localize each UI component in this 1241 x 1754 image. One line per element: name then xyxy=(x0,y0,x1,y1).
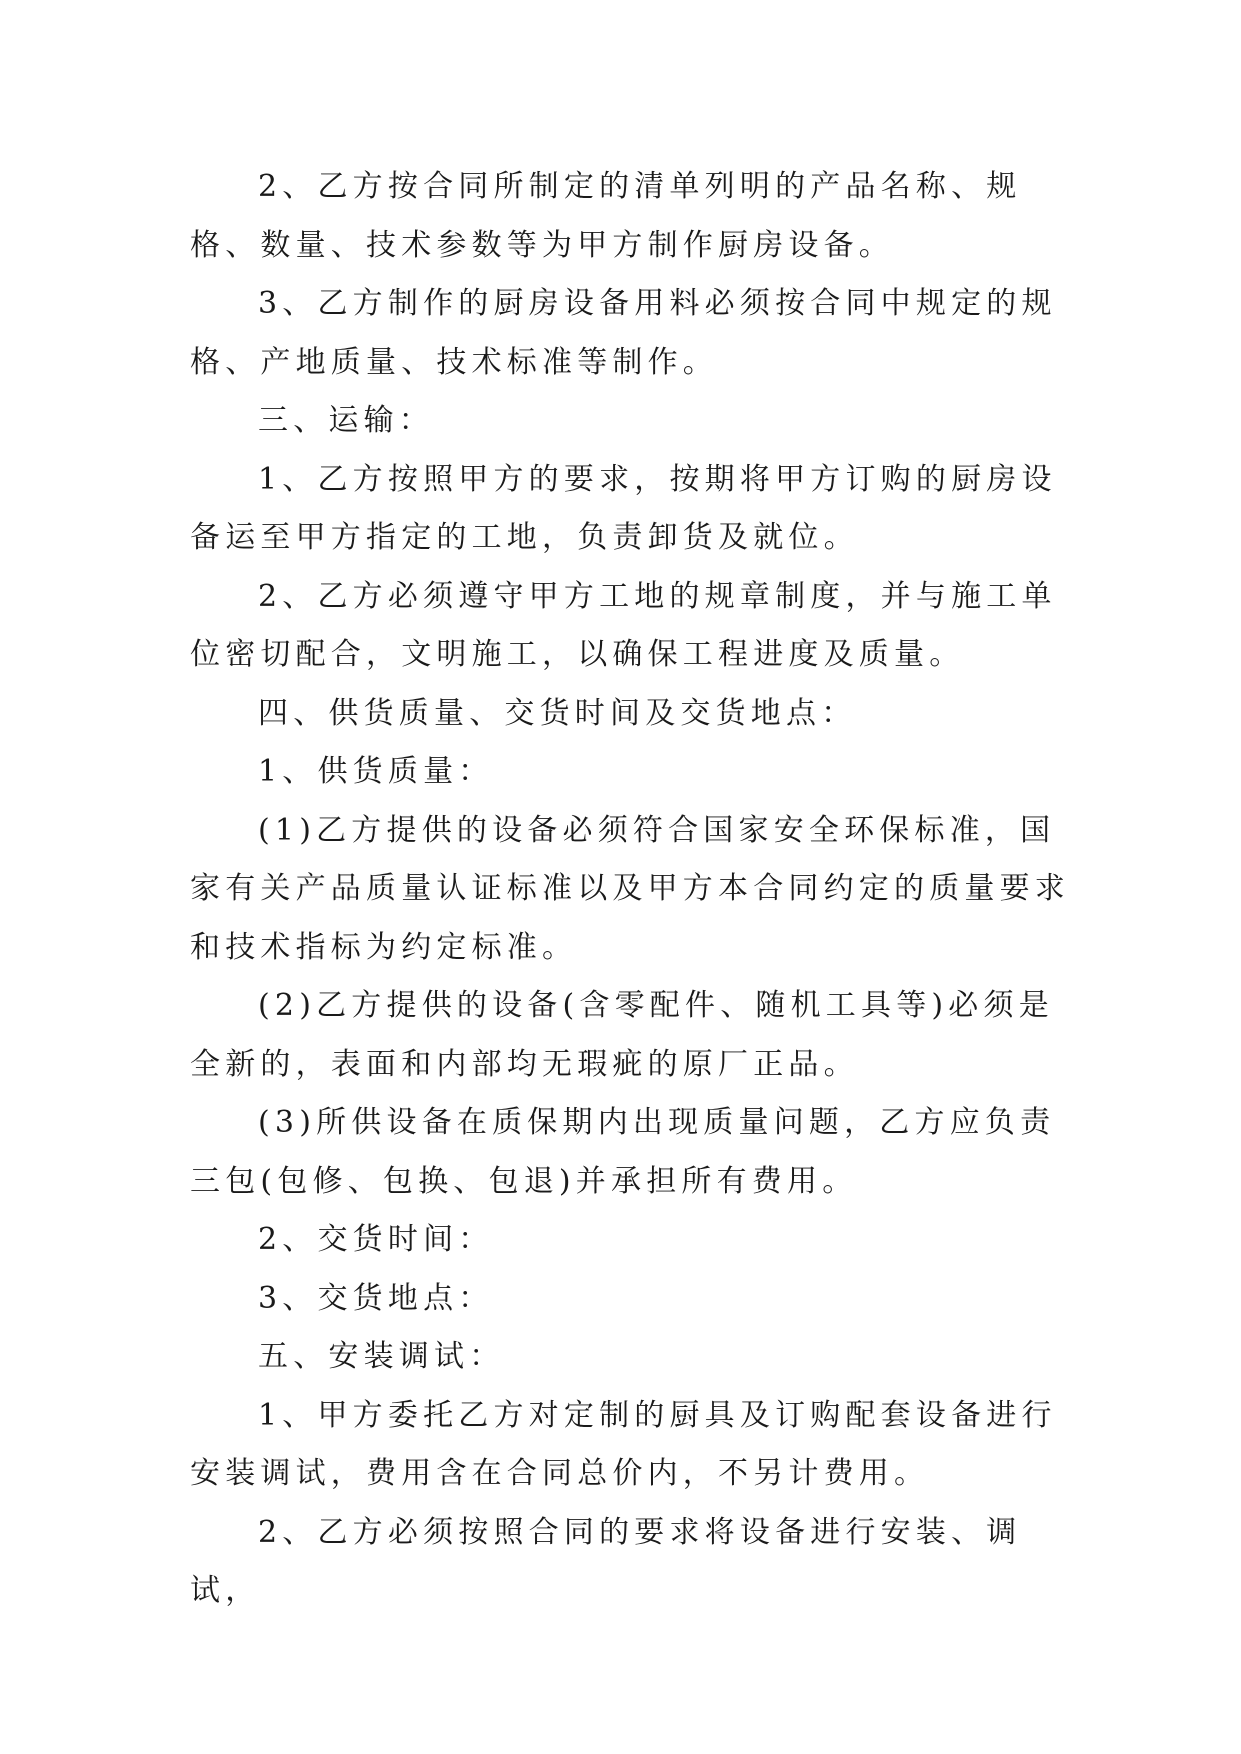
subheading-supply-quality: 1、供货质量： xyxy=(258,754,494,789)
paragraph-clause-3: 3、乙方制作的厨房设备用料必须按合同中规定的规格、产地质量、技术标准等制作。 xyxy=(190,286,1057,380)
paragraph-installation-2: 2、乙方必须按照合同的要求将设备进行安装、调试， xyxy=(190,1514,1022,1608)
paragraph-transport-2: 2、乙方必须遵守甲方工地的规章制度，并与施工单位密切配合，文明施工，以确保工程进度及质量。 xyxy=(190,578,1057,672)
subheading-delivery-location: 3、交货地点： xyxy=(258,1280,494,1316)
paragraph-quality-2: (2)乙方提供的设备(含零配件、随机工具等)必须是全新的，表面和内部均无瑕疵的原厂正品。 xyxy=(190,988,1054,1082)
paragraph-clause-2: 2、乙方按合同所制定的清单列明的产品名称、规格、数量、技术参数等为甲方制作厨房设备。 xyxy=(190,169,1022,263)
section-heading-quality-delivery: 四、供货质量、交货时间及交货地点： xyxy=(258,695,857,731)
document-body xyxy=(190,158,1070,1621)
paragraph-quality-1: (1)乙方提供的设备必须符合国家安全环保标准，国家有关产品质量认证标准以及甲方本合同约定的质量要求和技术指标为约定标准。 xyxy=(190,812,1070,965)
section-heading-installation: 五、安装调试： xyxy=(258,1339,505,1374)
paragraph-installation-1: 1、甲方委托乙方对定制的厨具及订购配套设备进行安装调试，费用含在合同总价内，不另计费用。 xyxy=(190,1397,1057,1491)
paragraph-transport-1: 1、乙方按照甲方的要求，按期将甲方订购的厨房设备运至甲方指定的工地，负责卸货及就位。 xyxy=(190,461,1057,555)
section-heading-transport: 三、运输： xyxy=(258,403,434,438)
paragraph-quality-3: (3)所供设备在质保期内出现质量问题，乙方应负责三包(包修、包换、包退)并承担所有费用。 xyxy=(190,1105,1056,1199)
subheading-delivery-time: 2、交货时间： xyxy=(258,1222,494,1257)
